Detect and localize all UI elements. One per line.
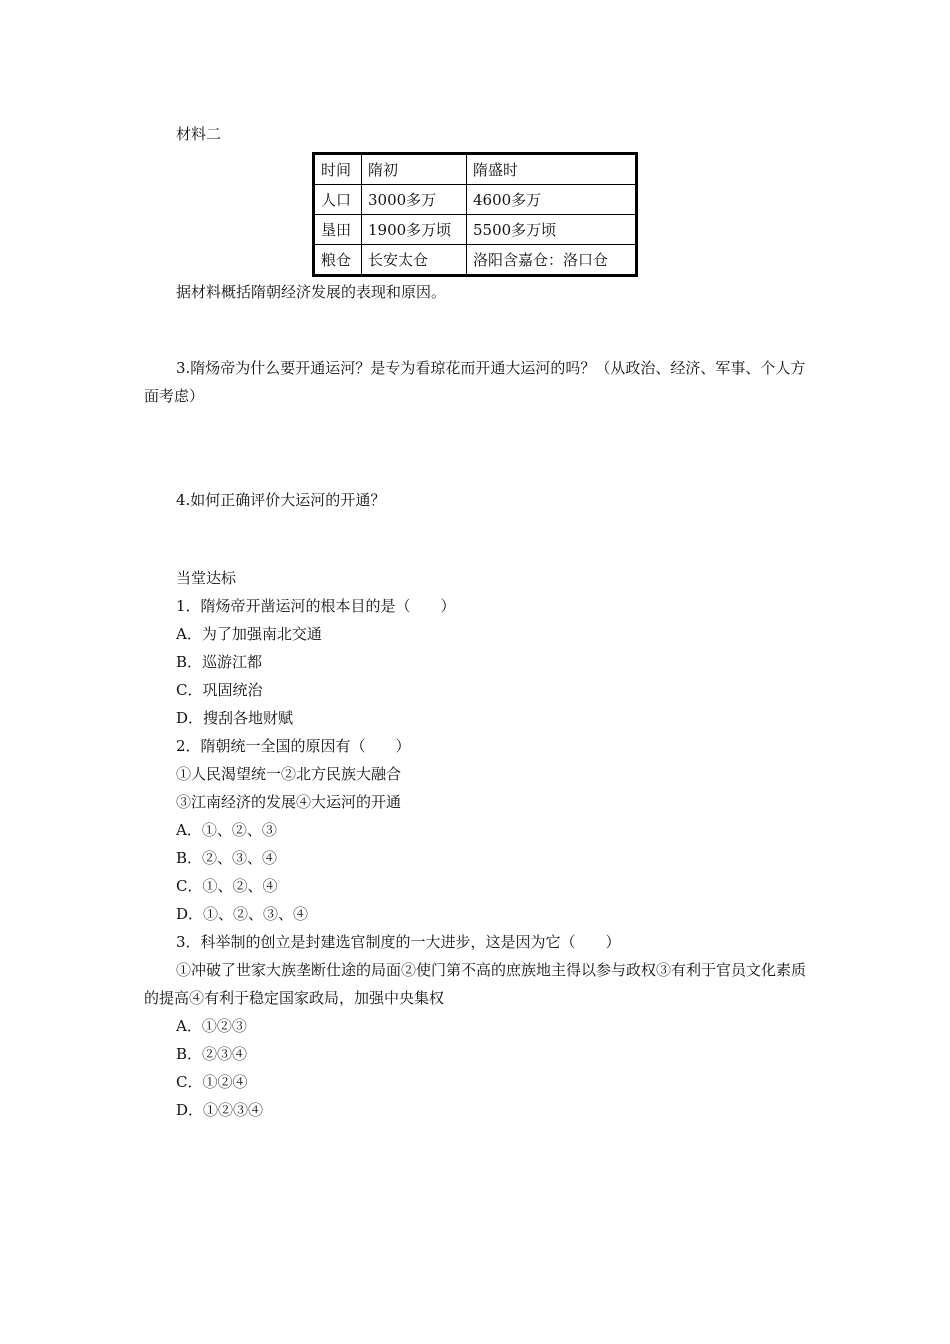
- table-cell: 隋初: [362, 154, 467, 185]
- q2-option-d: D．①、②、③、④: [176, 905, 309, 923]
- table-cell: 人口: [314, 185, 362, 215]
- table-row: [314, 185, 637, 215]
- table-row: [314, 245, 637, 276]
- q3-option-c: C．①②④: [176, 1073, 248, 1091]
- economy-table: [312, 152, 638, 277]
- table-row: [314, 215, 637, 245]
- q2-option-c: C．①、②、④: [176, 877, 278, 895]
- q3-option-b: B．②③④: [176, 1045, 248, 1063]
- q2-stem: 2．隋朝统一全国的原因有（ ）: [176, 737, 411, 755]
- table-cell: 4600多万: [467, 185, 637, 215]
- q3-items: ①冲破了世家大族垄断仕途的局面②使门第不高的庶族地主得以参与政权③有利于官员文化素质的提高④有利于稳定国家政局，加强中央集权: [144, 961, 807, 1007]
- table-cell: 长安太仓: [362, 245, 467, 276]
- q1-option-c: C．巩固统治: [176, 681, 263, 699]
- q3-option-a: A．①②③: [176, 1017, 247, 1035]
- q2-option-a: A．①、②、③: [176, 821, 277, 839]
- table-cell: 5500多万顷: [467, 215, 637, 245]
- question-2-prompt: 据材料概括隋朝经济发展的表现和原因。: [176, 283, 447, 301]
- material-label: 材料二: [176, 125, 222, 143]
- q2-option-b: B．②、③、④: [176, 849, 278, 867]
- q1-option-b: B．巡游江都: [176, 653, 263, 671]
- table-cell: 时间: [314, 154, 362, 185]
- q1-option-d: D．搜刮各地财赋: [176, 709, 294, 727]
- table-row: [314, 154, 637, 185]
- section-title: 当堂达标: [176, 569, 237, 587]
- table-cell: 3000多万: [362, 185, 467, 215]
- q2-items-line-2: ③江南经济的发展④大运河的开通: [176, 793, 402, 811]
- table-cell: 1900多万顷: [362, 215, 467, 245]
- q1-stem: 1．隋炀帝开凿运河的根本目的是（ ）: [176, 597, 456, 615]
- table-cell: 垦田: [314, 215, 362, 245]
- q1-option-a: A．为了加强南北交通: [176, 625, 322, 643]
- question-4: 4.如何正确评价大运河的开通？: [176, 491, 386, 509]
- q2-items-line-1: ①人民渴望统一②北方民族大融合: [176, 765, 402, 783]
- table-cell: 洛阳含嘉仓：洛口仓: [467, 245, 637, 276]
- question-3: 3.隋炀帝为什么要开通运河？是专为看琼花而开通大运河的吗？（从政治、经济、军事、个人方面考虑）: [144, 359, 806, 405]
- q3-stem: 3．科举制的创立是封建选官制度的一大进步，这是因为它（ ）: [176, 933, 621, 951]
- table-cell: 粮仓: [314, 245, 362, 276]
- q3-option-d: D．①②③④: [176, 1101, 264, 1119]
- table-cell: 隋盛时: [467, 154, 637, 185]
